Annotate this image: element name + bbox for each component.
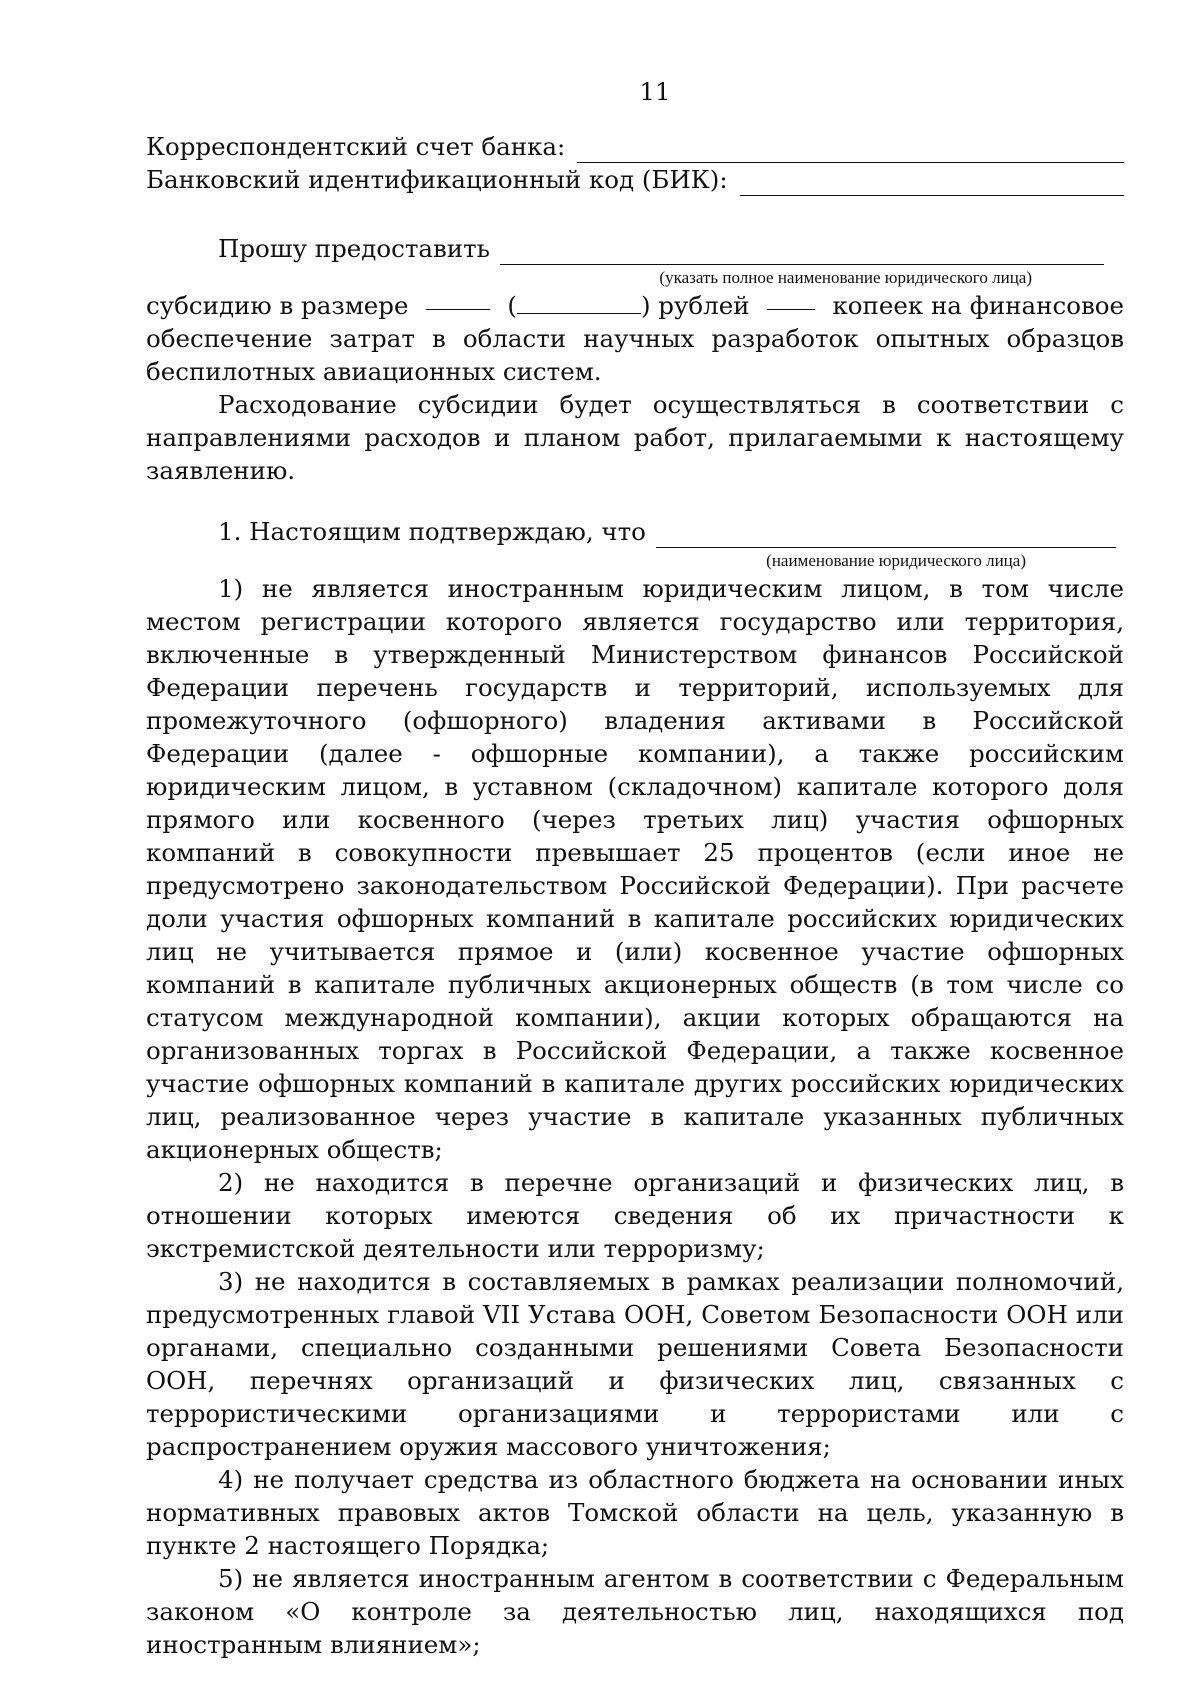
- confirmation-item-2: 2) не находится в перечне организаций и физических лиц, в отношении которых имеются сведения об их причастности к экстремистской деятельности или терроризму;: [146, 1168, 1124, 1263]
- confirmation-item-4: 4) не получает средства из областного бюджета на основании иных нормативных правовых актов Томской области на цель, указанную в пункте 2 настоящего Порядка;: [146, 1465, 1124, 1560]
- legal-entity-full-name-blank[interactable]: [500, 240, 1104, 265]
- confirmation-item-1: 1) не является иностранным юридическим лицом, в том числе местом регистрации которого является государство или территория, включенные в утвержденный Министерством финансов Российской Федерации перечень государств и территорий, используемых для промежуточного (офшорного) владения активами в Российской Федерации (далее - офшорные компании), а также российским юридическим лицом, в уставном (складочном) капитале которого доля прямого или косвенного (через третьих лиц) участия офшорных компаний в совокупности превышает 25 процентов (если иное не предусмотрено законодательством Российской Федерации). При расчете доли участия офшорных компаний в капитале российских юридических лиц не учитывается прямое и (или) косвенное участие офшорных компаний в капитале публичных акционерных обществ (в том числе со статусом международной компании), акции которых обращаются на организованных торгах в Российской Федерации, а также косвенное участие офшорных компаний в капитале других российских юридических лиц, реализованное через участие в капитале указанных публичных акционерных обществ;: [146, 574, 1124, 1164]
- correspondent-account-blank[interactable]: [577, 138, 1124, 163]
- correspondent-account-row: [146, 130, 1124, 163]
- legal-entity-name-caption: (наименование юридического лица): [766, 551, 1026, 570]
- confirmation-intro: 1. Настоящим подтверждаю, что: [218, 517, 646, 546]
- kopecks-label: копеек на финансовое: [832, 291, 1124, 320]
- open-paren: (: [507, 291, 517, 320]
- request-intro: Прошу предоставить: [218, 234, 491, 263]
- legal-entity-full-name-caption: (указать полное наименование юридического лица): [659, 268, 1032, 287]
- close-paren-rubles: ) рублей: [640, 291, 750, 320]
- subsidy-spending: Расходование субсидии будет осуществляться в соответствии с направлениями расходов и планом работ, прилагаемыми к настоящему заявлению.: [146, 390, 1124, 485]
- page-number: 11: [639, 77, 671, 106]
- bik-blank[interactable]: [740, 171, 1124, 196]
- correspondent-account-label: Корреспондентский счет банка:: [146, 132, 566, 161]
- legal-entity-name-blank[interactable]: [656, 523, 1116, 548]
- subsidy-amount-row: [146, 289, 1124, 322]
- amount-words-blank[interactable]: [517, 293, 641, 314]
- amount-prefix: субсидию в размере: [146, 291, 409, 320]
- confirmation-item-3: 3) не находится в составляемых в рамках реализации полномочий, предусмотренных главой VII Устава ООН, Советом Безопасности ООН или органами, специально созданными решениями Совета Безопасности ООН, перечнях организаций и физических лиц, связанных с террористическими организациями и террористами или с распространением оружия массового уничтожения;: [146, 1267, 1124, 1461]
- bik-label: Банковский идентификационный код (БИК):: [146, 165, 728, 194]
- kopecks-blank[interactable]: [767, 289, 815, 310]
- amount-digits-blank[interactable]: [426, 289, 490, 310]
- confirmation-row: [146, 515, 1124, 548]
- confirmation-item-5: 5) не является иностранным агентом в соответствии с Федеральным законом «О контроле за деятельностью лиц, находящихся под иностранным влиянием»;: [146, 1564, 1124, 1659]
- bik-row: [146, 163, 1124, 196]
- request-row: [146, 232, 1124, 265]
- subsidy-purpose: обеспечение затрат в области научных разработок опытных образцов беспилотных авиационных систем.: [146, 324, 1124, 386]
